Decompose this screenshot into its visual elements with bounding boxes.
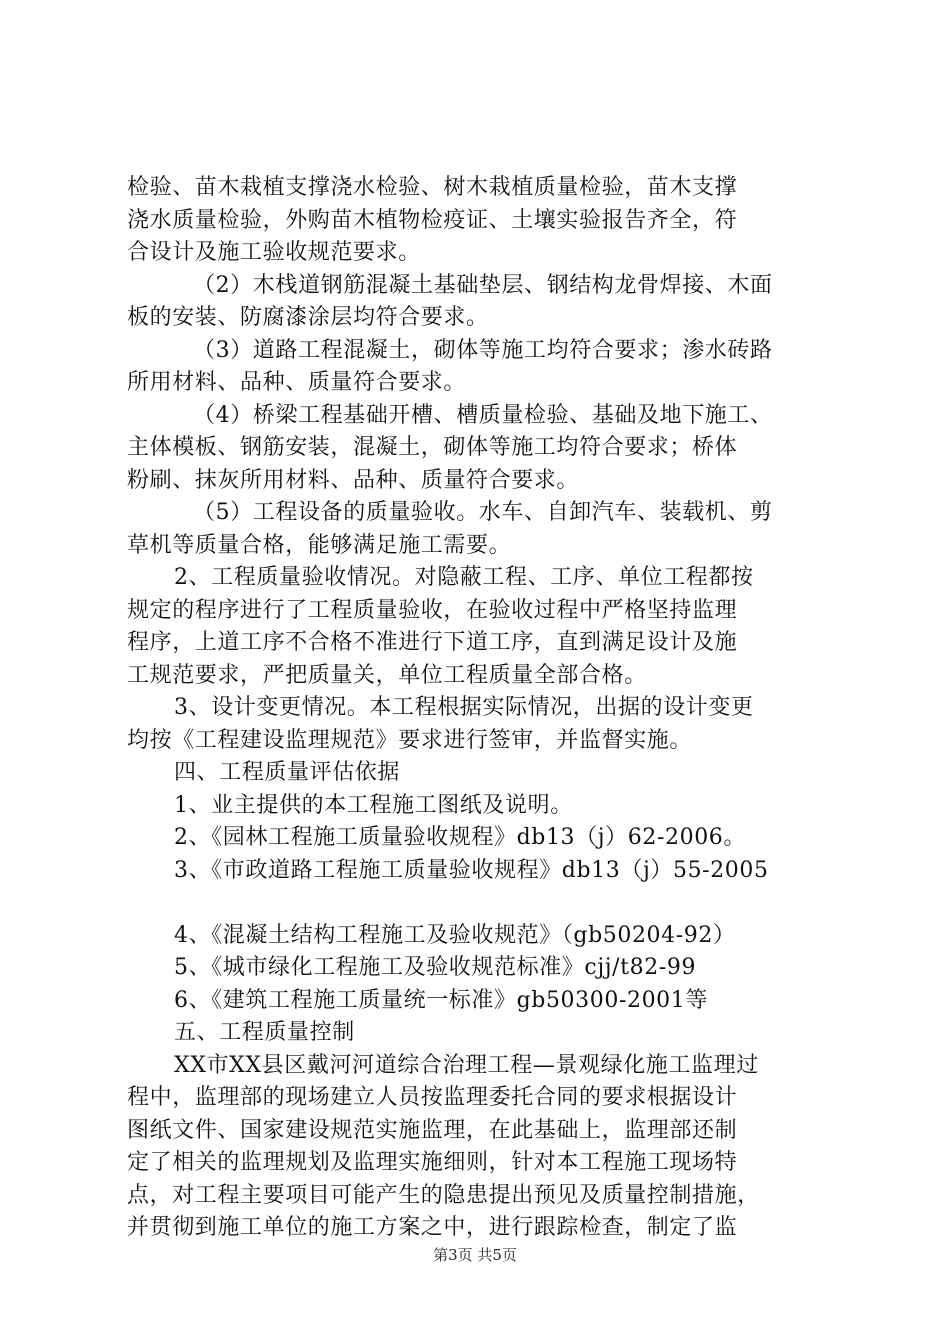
text-line: 程中，监理部的现场建立人员按监理委托合同的要求根据设计: [127, 1085, 738, 1110]
text-line: 程序，上道工序不合格不准进行下道工序，直到满足设计及施: [127, 630, 738, 655]
list-item: 5、《城市绿化工程施工及验收规范标准》cjj/t82-99: [174, 955, 697, 980]
text-line: 合设计及施工验收规范要求。: [127, 240, 421, 265]
page-number: 第3页 共5页: [433, 1246, 517, 1264]
text-line: （5）工程设备的质量验收。水车、自卸汽车、装载机、剪: [193, 500, 773, 525]
text-line: 工规范要求，严把质量关，单位工程质量全部合格。: [127, 662, 647, 688]
list-item: 1、业主提供的本工程施工图纸及说明。: [174, 792, 573, 818]
text-line: 所用材料、品种、质量符合要求。: [127, 370, 467, 395]
list-item: 2、《园林工程施工质量验收规程》db13（j）62-2006。: [174, 825, 746, 850]
text-line: 浇水质量检验，外购苗木植物检疫证、土壤实验报告齐全，符: [127, 207, 738, 233]
text-line: 规定的程序进行了工程质量验收，在验收过程中严格坚持监理: [127, 597, 738, 623]
text-line: （2）木栈道钢筋混凝土基础垫层、钢结构龙骨焊接、木面: [193, 272, 773, 298]
text-line: 草机等质量合格，能够满足施工需要。: [127, 532, 512, 558]
text-line: 定了相关的监理规划及监理实施细则，针对本工程施工现场特: [127, 1150, 738, 1175]
text-line: 粉刷、抹灰所用材料、品种、质量符合要求。: [127, 467, 580, 493]
section-heading: 五、工程质量控制: [174, 1020, 355, 1045]
text-line: 并贯彻到施工单位的施工方案之中，进行跟踪检查，制定了监: [127, 1215, 738, 1240]
text-line: 2、工程质量验收情况。对隐蔽工程、工序、单位工程都按: [174, 565, 754, 590]
list-item: 6、《建筑工程施工质量统一标准》gb50300-2001等: [174, 987, 708, 1013]
list-item: 3、《市政道路工程施工质量验收规程》db13（j）55-2005: [174, 857, 769, 883]
text-line: 主体模板、钢筋安装，混凝土，砌体等施工均符合要求；桥体: [127, 435, 738, 460]
document-body: [127, 172, 839, 1245]
blank-line: [127, 887, 839, 920]
text-line: 板的安装、防腐漆涂层均符合要求。: [127, 305, 489, 330]
text-line: 点，对工程主要项目可能产生的隐患提出预见及质量控制措施，: [127, 1182, 760, 1208]
text-line: （4）桥梁工程基础开槽、槽质量检验、基础及地下施工、: [193, 402, 773, 428]
text-line: （3）道路工程混凝土，砌体等施工均符合要求；渗水砖路: [193, 337, 773, 363]
text-line: 3、设计变更情况。本工程根据实际情况，出据的设计变更: [174, 695, 754, 720]
section-heading: 四、工程质量评估依据: [174, 760, 401, 785]
list-item: 4、《混凝土结构工程施工及验收规范》（gb50204-92）: [174, 922, 736, 948]
text-line: 均按《工程建设监理规范》要求进行签审，并监督实施。: [127, 727, 693, 753]
text-line: 检验、苗木栽植支撑浇水检验、树木栽植质量检验，苗木支撑: [127, 175, 738, 200]
text-line: 图纸文件、国家建设规范实施监理，在此基础上，监理部还制: [127, 1117, 738, 1143]
text-line: XX市XX县区戴河河道综合治理工程—景观绿化施工监理过: [174, 1052, 759, 1078]
